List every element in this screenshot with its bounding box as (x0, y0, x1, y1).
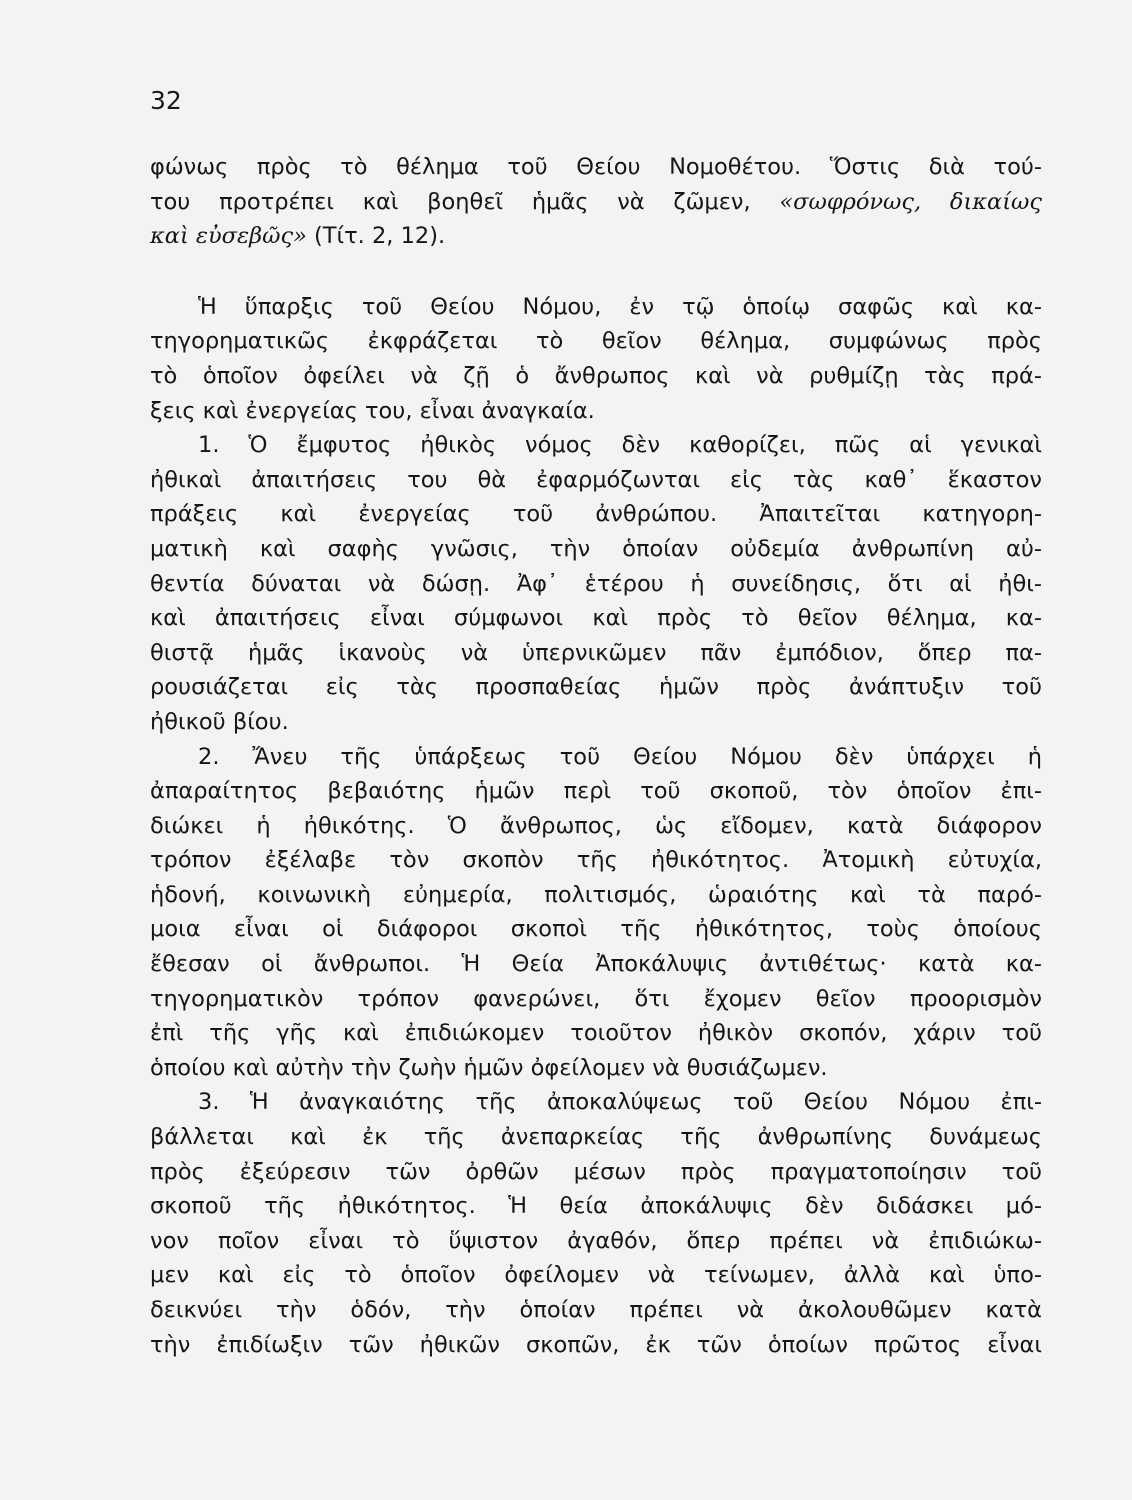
text-line: πράξεις καὶ ἐνεργείας τοῦ ἀνθρώπου. Ἀπαιτεῖται κατηγορη- (150, 501, 1042, 528)
text-line: ἀπαραίτητος βεβαιότης ἡμῶν περὶ τοῦ σκοποῦ, τὸν ὁποῖον ἐπι- (150, 778, 1042, 805)
text-line: μοια εἶναι οἱ διάφοροι σκοποὶ τῆς ἠθικότητος, τοὺς ὁποίους (150, 916, 1042, 943)
paragraph-start: 3. Ἡ ἀναγκαιότης τῆς ἀποκαλύψεως τοῦ Θείου Νόμου ἐπι- (198, 1089, 1042, 1116)
text-line: ἠθικαὶ ἀπαιτήσεις του θὰ ἐφαρμόζωνται εἰς τὰς καθ᾽ ἕκαστον (150, 466, 1042, 493)
text-line: τρόπον ἐξέλαβε τὸν σκοπὸν τῆς ἠθικότητος. Ἀτομικὴ εὐτυχία, (150, 847, 1042, 874)
text-line: τὸ ὁποῖον ὀφείλει νὰ ζῇ ὁ ἄνθρωπος καὶ νὰ ρυθμίζῃ τὰς πρά- (150, 362, 1042, 389)
text-line: τηγορηματικὸν τρόπον φανερώνει, ὅτι ἔχομεν θεῖον προορισμὸν (150, 985, 1042, 1012)
text-line: ἡδονή, κοινωνικὴ εὐημερία, πολιτισμός, ὡραιότης καὶ τὰ παρό- (150, 881, 1042, 908)
text-line: διώκει ἡ ἠθικότης. Ὁ ἄνθρωπος, ὡς εἴδομεν, κατὰ διάφορον (150, 812, 1042, 839)
paragraph-start: 2. Ἄνευ τῆς ὑπάρξεως τοῦ Θείου Νόμου δὲν ὑπάρχει ἡ (198, 743, 1042, 770)
text-line: ἠθικοῦ βίου. (150, 708, 289, 735)
page-number: 32 (150, 86, 182, 115)
quotation-italic: καὶ εὐσεβῶς» (150, 223, 307, 250)
text-line: μεν καὶ εἰς τὸ ὁποῖον ὀφείλομεν νὰ τείνωμεν, ἀλλὰ καὶ ὑπο- (150, 1262, 1042, 1289)
text-line: ἔθεσαν οἱ ἄνθρωποι. Ἡ Θεία Ἀποκάλυψις ἀντιθέτως· κατὰ κα- (150, 951, 1042, 978)
text-line: δεικνύει τὴν ὁδόν, τὴν ὁποίαν πρέπει νὰ ἀκολουθῶμεν κατὰ (150, 1297, 1042, 1323)
text-line (150, 185, 1042, 220)
text-line: σκοποῦ τῆς ἠθικότητος. Ἡ θεία ἀποκάλυψις δὲν διδάσκει μό- (150, 1193, 1042, 1220)
text-line: τὴν ἐπιδίωξιν τῶν ἠθικῶν σκοπῶν, ἐκ τῶν ὁποίων πρῶτος εἶναι (150, 1331, 1042, 1358)
text-line: ὁποίου καὶ αὐτὴν τὴν ζωὴν ἡμῶν ὀφείλομεν νὰ θυσιάζωμεν. (150, 1054, 828, 1081)
text-line: θιστᾷ ἡμᾶς ἱκανοὺς νὰ ὑπερνικῶμεν πᾶν ἐμπόδιον, ὅπερ πα- (150, 639, 1042, 666)
text-line: ἐπὶ τῆς γῆς καὶ ἐπιδιώκομεν τοιοῦτον ἠθικὸν σκοπόν, χάριν τοῦ (150, 1020, 1042, 1047)
citation: (Τίτ. 2, 12). (306, 223, 446, 250)
text-line: ματικὴ καὶ σαφὴς γνῶσις, τὴν ὁποίαν οὐδεμία ἀνθρωπίνη αὐ- (150, 535, 1042, 562)
text-line: καὶ ἀπαιτήσεις εἶναι σύμφωνοι καὶ πρὸς τὸ θεῖον θέλημα, κα- (150, 605, 1042, 632)
text-span: του προτρέπει καὶ βοηθεῖ ἡμᾶς νὰ ζῶμεν, (150, 188, 780, 215)
text-line: νον ποῖον εἶναι τὸ ὕψιστον ἀγαθόν, ὅπερ πρέπει νὰ ἐπιδιώκω- (150, 1227, 1042, 1254)
text-line: φώνως πρὸς τὸ θέλημα τοῦ Θείου Νομοθέτου. Ὅστις διὰ τού- (150, 154, 1042, 180)
body-text (150, 150, 1042, 1362)
text-line: ξεις καὶ ἐνεργείας του, εἶναι ἀναγκαία. (150, 397, 595, 424)
text-line: τηγορηματικῶς ἐκφράζεται τὸ θεῖον θέλημα, συμφώνως πρὸς (150, 328, 1042, 355)
paragraph-start: 1. Ὁ ἔμφυτος ἠθικὸς νόμος δὲν καθορίζει, πῶς αἱ γενικαὶ (198, 432, 1042, 459)
text-line: πρὸς ἐξεύρεσιν τῶν ὀρθῶν μέσων πρὸς πραγματοποίησιν τοῦ (150, 1158, 1042, 1185)
text-line: ρουσιάζεται εἰς τὰς προσπαθείας ἡμῶν πρὸς ἀνάπτυξιν τοῦ (150, 674, 1042, 701)
text-line: θεντία δύναται νὰ δώσῃ. Ἀφ᾽ ἑτέρου ἡ συνείδησις, ὅτι αἱ ἠθι- (150, 570, 1042, 597)
text-line: βάλλεται καὶ ἐκ τῆς ἀνεπαρκείας τῆς ἀνθρωπίνης δυνάμεως (150, 1124, 1042, 1151)
text-line (150, 219, 1042, 254)
paragraph-start: Ἡ ὕπαρξις τοῦ Θείου Νόμου, ἐν τῷ ὁποίῳ σαφῶς καὶ κα- (198, 293, 1042, 320)
quotation-italic: «σωφρόνως, δικαίως (779, 188, 1042, 215)
